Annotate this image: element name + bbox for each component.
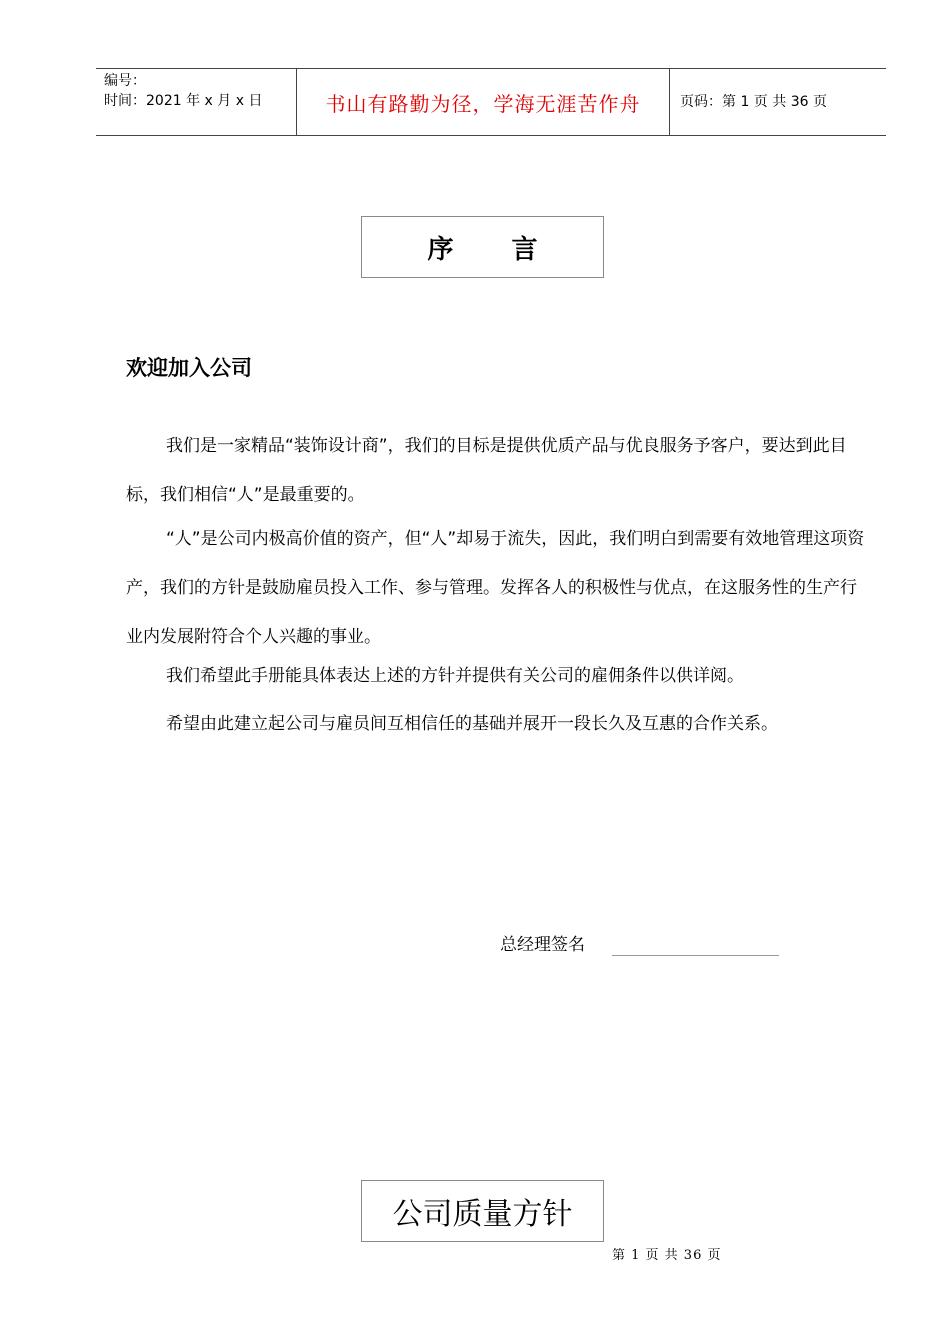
page-header [96,68,886,136]
section-title: 欢迎加入公司 [126,356,252,380]
header-divider-right [669,69,670,135]
header-page-info: 页码：第 1 页 共 36 页 [680,94,827,110]
document-time-label: 时间：2021 年 x 月 x 日 [104,93,263,109]
policy-title: 公司质量方针 [361,1180,604,1242]
signature-line [612,955,779,956]
document-number-label: 编号： [104,73,146,89]
header-meta [104,71,296,111]
paragraph-4: 希望由此建立起公司与雇员间互相信任的基础并展开一段长久及互惠的合作关系。 [166,714,778,734]
page-footer: 第 1 页 共 36 页 [612,1248,722,1263]
header-motto: 书山有路勤为径，学海无涯苦作舟 [325,91,641,116]
paragraph-2: “人”是公司内极高价值的资产，但“人”却易于流失，因此，我们明白到需要有效地管理这项资产，我们的方针是鼓励雇员投入工作、参与管理。发挥各人的积极性与优点，在这服务性的生产行业内发展附符合个人兴趣的事业。 [126,529,865,647]
paragraph-1: 我们是一家精品“装饰设计商”，我们的目标是提供优质产品与优良服务予客户，要达到此目标，我们相信“人”是最重要的。 [126,436,847,505]
preface-title: 序言 [361,216,604,278]
signature-label: 总经理签名 [500,935,585,955]
paragraph-3: 我们希望此手册能具体表达上述的方针并提供有关公司的雇佣条件以供详阅。 [166,666,744,686]
